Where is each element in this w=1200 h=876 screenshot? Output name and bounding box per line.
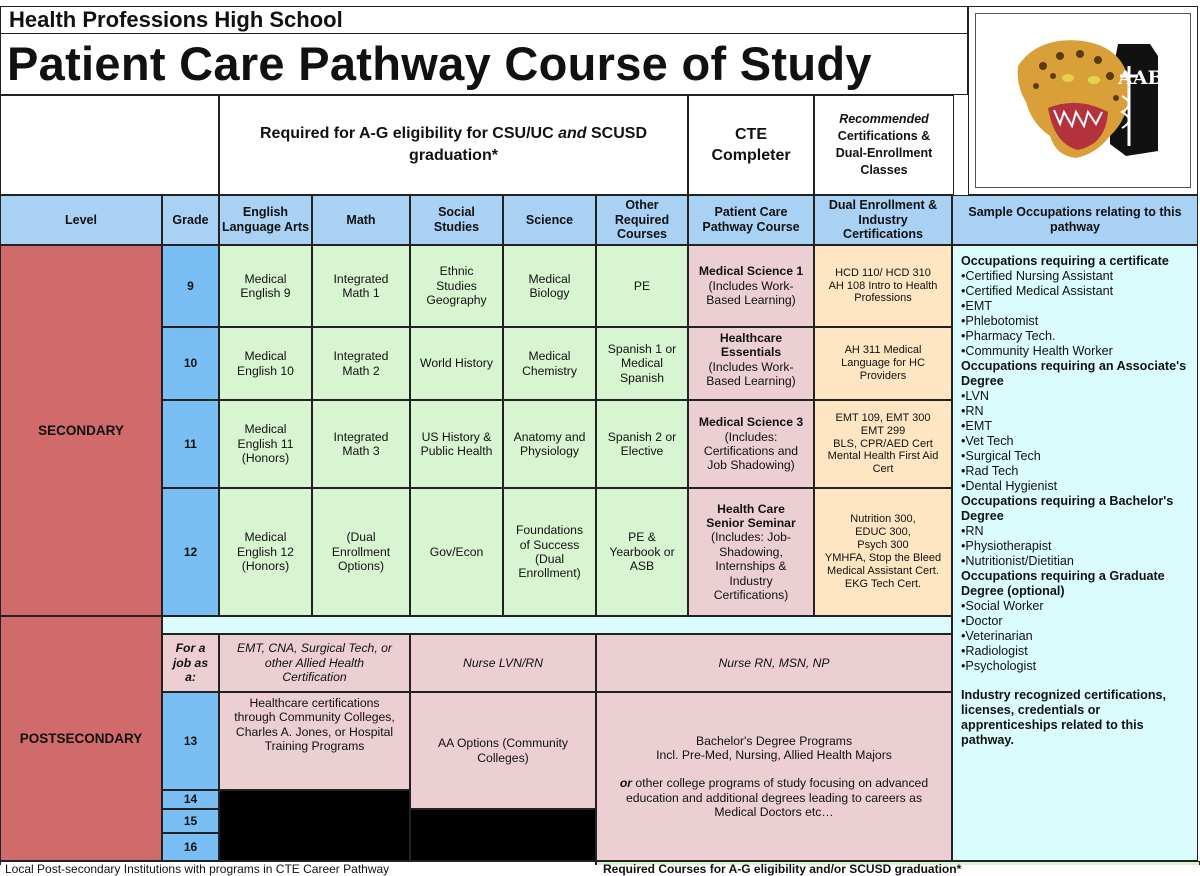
dual-10: AH 311 Medical Language for HC Providers [814, 327, 952, 400]
footer-left-legend [0, 861, 596, 876]
postsecondary-spacer [162, 616, 952, 634]
occupation-group [961, 254, 1191, 359]
science-9: Medical Biology [503, 245, 596, 327]
pathway-11-detail: (Includes: Certifications and Job Shadowing) [703, 429, 799, 473]
occupation-item: • EMT [961, 419, 1191, 434]
job-allied-health: EMT, CNA, Surgical Tech, or other Allied Health Certification [219, 634, 410, 692]
occupation-item: • Dental Hygienist [961, 479, 1191, 494]
occupation-item: • Surgical Tech [961, 449, 1191, 464]
grade-15: 15 [162, 809, 219, 833]
blank-black-block-b [410, 809, 596, 861]
occupation-item: • Community Health Worker [961, 344, 1191, 359]
col-math: Math [312, 195, 410, 245]
logo-box [968, 6, 1198, 195]
logo-text-bottom: HPHS [1115, 153, 1166, 171]
cte-completer-heading [688, 95, 814, 195]
pathway-9-detail: (Includes Work-Based Learning) [706, 278, 796, 308]
math-11: Integrated Math 3 [312, 400, 410, 488]
recommended-title: Recommended [839, 112, 929, 126]
required-heading [219, 95, 688, 195]
col-social: Social Studies [410, 195, 503, 245]
blank-black-block-a [219, 790, 410, 861]
required-heading-part1: Required for A-G eligibility for CSU/UC [260, 125, 559, 142]
dual-11: EMT 109, EMT 300 EMT 299 BLS, CPR/AED Cert Mental Health First Aid Cert [814, 400, 952, 488]
page-title-bar [0, 33, 968, 95]
recommended-heading [814, 95, 954, 195]
science-11: Anatomy and Physiology [503, 400, 596, 488]
col-science: Science [503, 195, 596, 245]
pathway-9 [688, 245, 814, 327]
job-label: For a job as a: [162, 634, 219, 692]
bachelors-other-text: other college programs of study focusing on advanced education and additional degrees leading to careers as Medical Doctors etc… [625, 776, 929, 820]
occupation-item: • Phlebotomist [961, 314, 1191, 329]
dual-12: Nutrition 300, EDUC 300, Psych 300 YMHFA, Stop the Bleed Medical Assistant Cert. EKG Tech Cert. [814, 488, 952, 616]
pathway-12-detail: (Includes: Job-Shadowing, Internships & Industry Certifications) [711, 530, 791, 602]
occupation-item: • RN [961, 404, 1191, 419]
col-ela: English Language Arts [219, 195, 312, 245]
pathway-12 [688, 488, 814, 616]
occupation-item: • LVN [961, 389, 1191, 404]
footer-right-legend [596, 861, 1200, 876]
occupation-item: • EMT [961, 299, 1191, 314]
job-nurse-lvn: Nurse LVN/RN [410, 634, 596, 692]
occupation-list [961, 524, 1191, 569]
ela-12: Medical English 12 (Honors) [219, 488, 312, 616]
ela-11: Medical English 11 (Honors) [219, 400, 312, 488]
job-nurse-rn: Nurse RN, MSN, NP [596, 634, 952, 692]
occupation-group-title: Occupations requiring a Graduate Degree (optional) [961, 569, 1165, 598]
math-12: (Dual Enrollment Options) [312, 488, 410, 616]
col-pathway: Patient Care Pathway Course [688, 195, 814, 245]
pathway-10-detail: (Includes Work-Based Learning) [706, 359, 796, 389]
occupation-item: • Social Worker [961, 599, 1191, 614]
col-occupations: Sample Occupations relating to this pathway [952, 195, 1198, 245]
social-11: US History & Public Health [410, 400, 503, 488]
occupation-group [961, 359, 1191, 494]
required-heading-and: and [558, 125, 587, 142]
level-postsecondary: POSTSECONDARY [0, 616, 162, 861]
recommended-text: Certifications & Dual-Enrollment Classes [835, 129, 933, 177]
required-heading-text [228, 123, 679, 167]
logo-text-top: AAB [1118, 67, 1164, 89]
col-level: Level [0, 195, 162, 245]
pathway-12-title: Health Care Senior Seminar [706, 501, 796, 531]
math-9: Integrated Math 1 [312, 245, 410, 327]
bachelors-or: or [619, 776, 633, 791]
occupation-item: • Radiologist [961, 644, 1191, 659]
occupation-item: • Certified Medical Assistant [961, 284, 1191, 299]
occupation-group-title: Occupations requiring a Bachelor's Degree [961, 494, 1174, 523]
occupation-item: • RN [961, 524, 1191, 539]
grade-11: 11 [162, 400, 219, 488]
grade-13: 13 [162, 692, 219, 790]
other-11: Spanish 2 or Elective [596, 400, 688, 488]
col-dual: Dual Enrollment & Industry Certifications [814, 195, 952, 245]
occupation-item: • Vet Tech [961, 434, 1191, 449]
social-10: World History [410, 327, 503, 400]
occupations-panel [952, 245, 1198, 861]
dual-9: HCD 110/ HCD 310 AH 108 Intro to Health Professions [814, 245, 952, 327]
grade13-bachelors [596, 692, 952, 861]
pathway-10-title: Healthcare Essentials [719, 331, 783, 360]
bachelors-other [607, 776, 941, 819]
occupation-item: • Pharmacy Tech. [961, 329, 1191, 344]
grade-10: 10 [162, 327, 219, 400]
footer-left-text: Local Post-secondary Institutions with programs in CTE Career Pathway [5, 862, 390, 876]
occupation-item: • Physiotherapist [961, 539, 1191, 554]
grade-14: 14 [162, 790, 219, 809]
occupation-item: • Certified Nursing Assistant [961, 269, 1191, 284]
social-12: Gov/Econ [410, 488, 503, 616]
occupation-group-title: Occupations requiring an Associate's Degree [961, 359, 1187, 388]
occupation-item: • Nutritionist/Dietitian [961, 554, 1191, 569]
grade13-certifications: Healthcare certifications through Community Colleges, Charles A. Jones, or Hospital Training Programs [219, 692, 410, 790]
other-12: PE & Yearbook or ASB [596, 488, 688, 616]
occupation-item: • Rad Tech [961, 464, 1191, 479]
bachelors-programs: Bachelor's Degree Programs Incl. Pre-Med, Nursing, Allied Health Majors [656, 733, 892, 762]
school-name-bar [0, 6, 968, 33]
ela-10: Medical English 10 [219, 327, 312, 400]
pathway-11 [688, 400, 814, 488]
science-12: Foundations of Success (Dual Enrollment) [503, 488, 596, 616]
occupation-item: • Doctor [961, 614, 1191, 629]
occupation-list [961, 269, 1191, 359]
occupation-group [961, 494, 1191, 569]
pathway-9-title: Medical Science 1 [698, 264, 804, 279]
other-10: Spanish 1 or Medical Spanish [596, 327, 688, 400]
math-10: Integrated Math 2 [312, 327, 410, 400]
grade-16: 16 [162, 833, 219, 861]
occupation-item: • Veterinarian [961, 629, 1191, 644]
grade13-aa-options: AA Options (Community Colleges) [410, 692, 596, 809]
school-name: Health Professions High School [9, 7, 343, 33]
subheader-blank [0, 95, 219, 195]
level-secondary: SECONDARY [0, 245, 162, 616]
occupation-group-title: Occupations requiring a certificate [961, 254, 1169, 268]
occupation-item: • Psychologist [961, 659, 1191, 674]
grade-9: 9 [162, 245, 219, 327]
grade-12: 12 [162, 488, 219, 616]
pathway-10 [688, 327, 814, 400]
page-title: Patient Care Pathway Course of Study [7, 37, 872, 91]
occupation-group [961, 569, 1191, 674]
required-heading-part2: SCUSD graduation* [409, 125, 647, 164]
footer-right-text: Required Courses for A-G eligibility and/or SCUSD graduation* [603, 862, 962, 876]
ela-9: Medical English 9 [219, 245, 312, 327]
social-9: Ethnic Studies Geography [410, 245, 503, 327]
col-grade: Grade [162, 195, 219, 245]
occupation-list [961, 389, 1191, 494]
col-other: Other Required Courses [596, 195, 688, 245]
other-9: PE [596, 245, 688, 327]
cte-completer-text: CTE Completer [711, 126, 791, 164]
pathway-11-title: Medical Science 3 [698, 415, 804, 430]
science-10: Medical Chemistry [503, 327, 596, 400]
occupations-footer: Industry recognized certifications, licenses, credentials or apprenticeships related to this pathway. [961, 688, 1167, 747]
occupation-list [961, 599, 1191, 674]
